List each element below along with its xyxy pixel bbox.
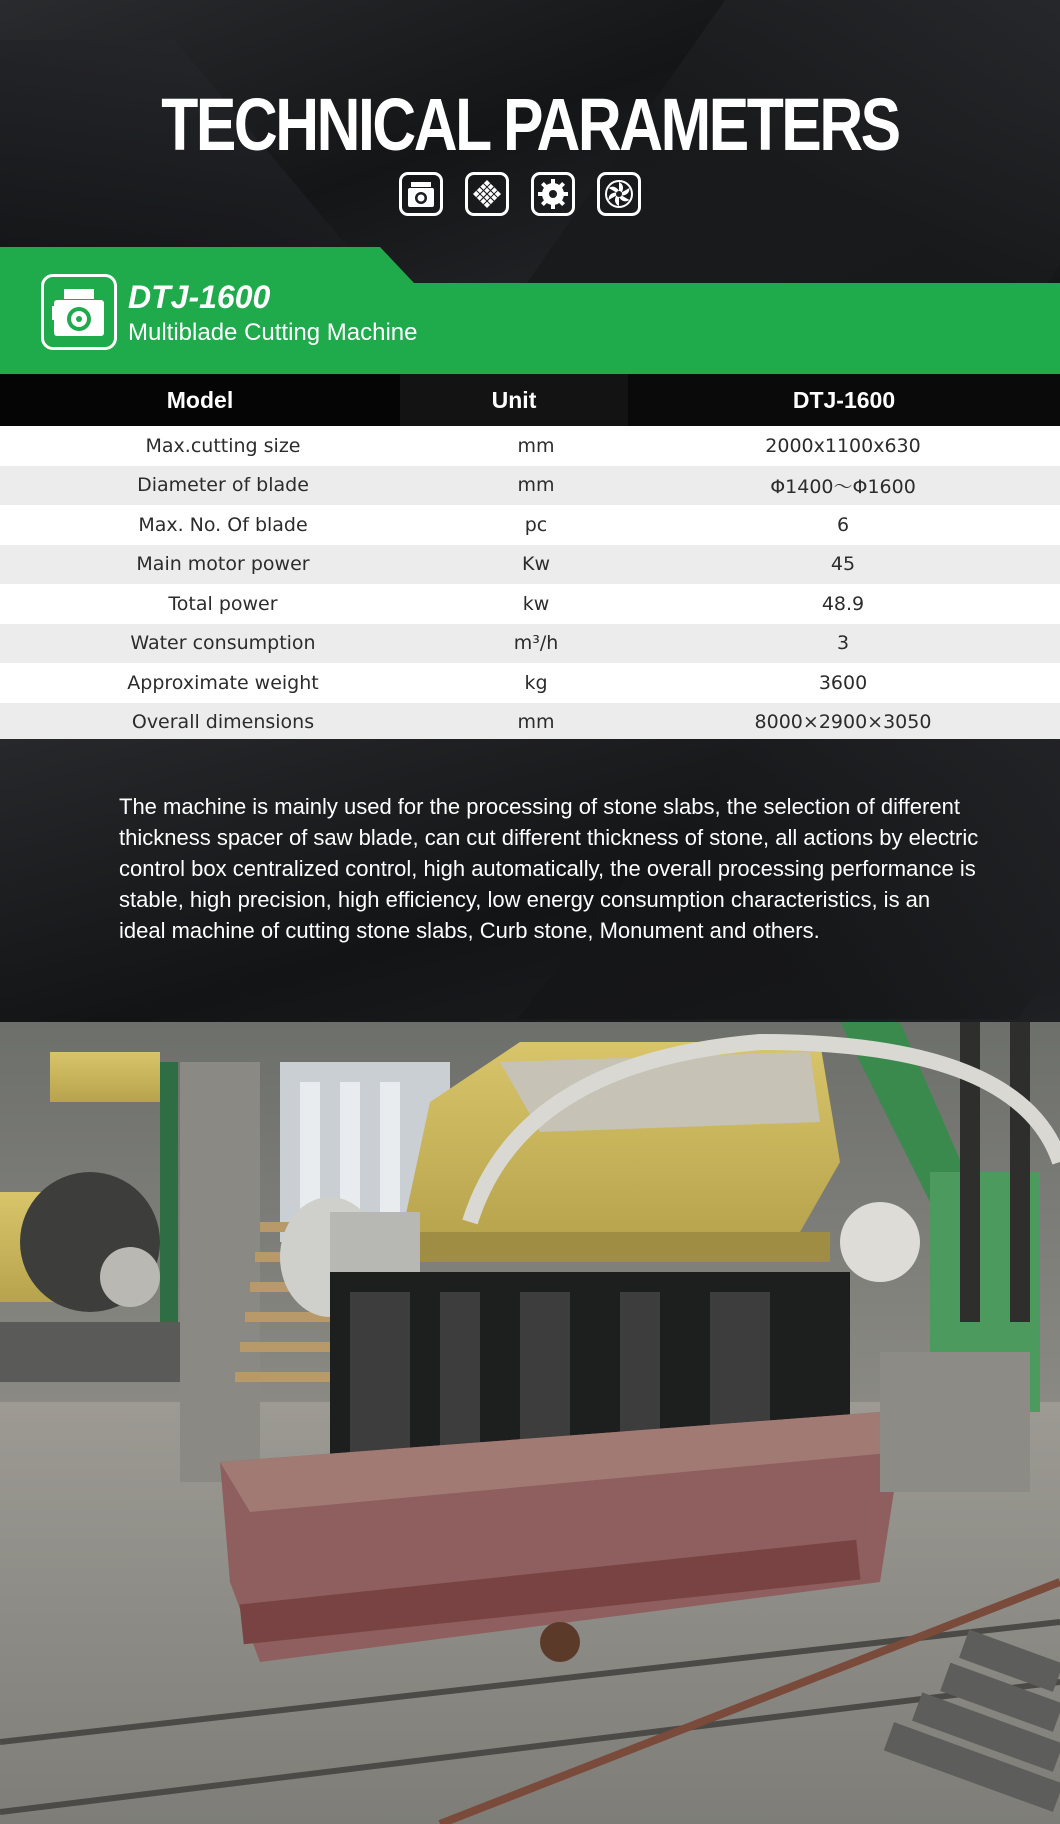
page-title: TECHNICAL PARAMETERS [161, 83, 899, 166]
column-header-value: DTJ-1600 [628, 374, 1060, 426]
column-header-model: Model [0, 374, 400, 426]
param-name: Diameter of blade [137, 474, 309, 497]
param-unit: Kw [522, 553, 550, 576]
product-model: DTJ-1600 [128, 279, 271, 315]
table-row [0, 703, 1060, 743]
table-row [0, 663, 1060, 703]
table-row [0, 466, 1060, 506]
saw-machine-icon [399, 172, 443, 216]
table-row [0, 545, 1060, 585]
feature-icon-row [399, 172, 661, 220]
parameters-table [0, 374, 1060, 742]
param-value: 3600 [818, 671, 868, 694]
param-value: 8000×2900×3050 [754, 711, 932, 734]
param-value: Φ1400～Φ1600 [770, 475, 916, 498]
gear-blade-icon [531, 172, 575, 216]
param-unit: kw [522, 592, 550, 615]
param-value: 6 [836, 513, 850, 536]
table-row [0, 624, 1060, 664]
param-name: Main motor power [136, 553, 310, 576]
param-value: 48.9 [821, 592, 865, 615]
param-value: 2000x1100x630 [765, 434, 921, 457]
param-name: Water consumption [130, 632, 316, 655]
param-name: Approximate weight [127, 671, 319, 694]
machine-logo-icon [41, 274, 117, 350]
param-name: Total power [168, 592, 278, 615]
machine-photo [0, 1022, 1060, 1824]
table-row [0, 426, 1060, 466]
diamond-grid-icon [465, 172, 509, 216]
param-value: 45 [830, 553, 856, 576]
table-row [0, 584, 1060, 624]
product-description: The machine is mainly used for the processing of stone slabs, the selection of different thickness spacer of saw blade, can cut different thickness of stone, all actions by electric control box centralized control, high automatically, the overall processing performance is stable, high precision, high efficiency, low energy consumption characteristics, is an ideal machine of cutting stone slabs, Curb stone, Monument and others. [119, 794, 979, 943]
table-header-row [0, 374, 1060, 426]
param-unit: mm [517, 434, 555, 457]
product-subtitle: Multiblade Cutting Machine [128, 319, 418, 346]
param-name: Max. No. Of blade [138, 513, 308, 536]
param-unit: mm [517, 711, 555, 734]
fan-blade-icon [597, 172, 641, 216]
param-unit: m³/h [513, 632, 559, 655]
param-unit: kg [524, 671, 548, 694]
table-row [0, 505, 1060, 545]
column-header-unit: Unit [400, 374, 628, 426]
description-section [0, 739, 1060, 1022]
param-unit: pc [524, 513, 548, 536]
param-name: Max.cutting size [145, 434, 301, 457]
param-value: 3 [836, 632, 850, 655]
param-name: Overall dimensions [131, 711, 315, 734]
param-unit: mm [517, 474, 555, 497]
